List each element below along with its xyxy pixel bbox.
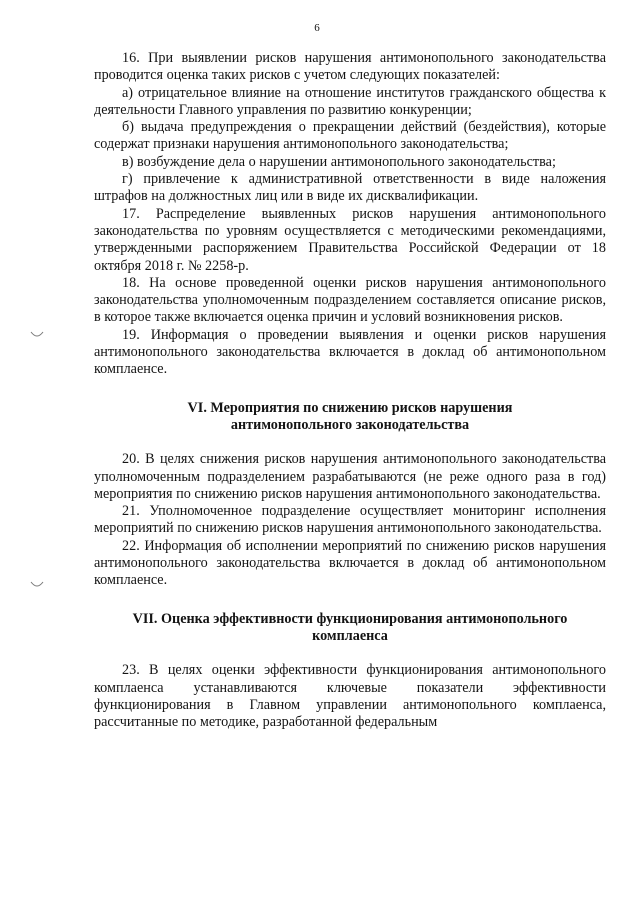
paragraph-19: 19. Информация о проведении выявления и оценки рисков нарушения антимонопольного законодательства включается в доклад об антимонопольном комплаенсе. — [94, 326, 606, 378]
section-heading-vii — [94, 611, 606, 646]
document-body — [94, 50, 606, 731]
heading-line: VI. Мероприятия по снижению рисков нарушения — [187, 399, 513, 416]
heading-line: VII. Оценка эффективности функционирования антимонопольного — [132, 610, 568, 627]
section-heading-vi — [94, 400, 606, 435]
paragraph-22: 22. Информация об исполнении мероприятий по снижению рисков нарушения антимонопольного законодательства включается в доклад об антимонопольном комплаенсе. — [94, 537, 606, 589]
paragraph-16a: а) отрицательное влияние на отношение институтов гражданского общества к деятельности Главного управления по развитию конкуренции; — [94, 84, 606, 118]
heading-line: антимонопольного законодательства — [230, 416, 470, 433]
paragraph-21: 21. Уполномоченное подразделение осуществляет мониторинг исполнения мероприятий по снижению рисков нарушения антимонопольного законодательства. — [94, 503, 606, 537]
paragraph-20: 20. В целях снижения рисков нарушения антимонопольного законодательства уполномоченным подразделением разрабатываются (не реже одного раза в год) мероприятия по снижению рисков нарушения антимонопольного законодательства. — [94, 451, 606, 502]
paragraph-23: 23. В целях оценки эффективности функционирования антимонопольного комплаенса устанавливаются ключевые показатели эффективности функционирования в Главном управлении антимонопольного комплаенса, рассчитанные по методике, разработанной федеральным — [94, 662, 606, 731]
paragraph-16c: в) возбуждение дела о нарушении антимонопольного законодательства; — [122, 153, 556, 170]
page-number: 6 — [314, 22, 320, 34]
paragraph-18: 18. На основе проведенной оценки рисков нарушения антимонопольного законодательства уполномоченным подразделением составляется описание рисков, в которое также включается оценка причин и условий возникновения рисков. — [94, 274, 606, 326]
heading-line: комплаенса — [312, 627, 388, 644]
paragraph-16d: г) привлечение к административной ответственности в виде наложения штрафов на должностных лиц или в виде их дисквалификации. — [94, 171, 606, 205]
paragraph-16b: б) выдача предупреждения о прекращении действий (бездействия), которые содержат признаки нарушения антимонопольного законодательства; — [94, 119, 606, 153]
paragraph-16: 16. При выявлении рисков нарушения антимонопольного законодательства проводится оценка таких рисков с учетом следующих показателей: — [94, 50, 606, 84]
binding-hole-mark — [30, 330, 44, 340]
binding-hole-mark — [30, 580, 44, 590]
paragraph-17: 17. Распределение выявленных рисков нарушения антимонопольного законодательства по уровням осуществляется с методическими рекомендациями, утвержденными распоряжением Правительства Российской Федерации от 18 октября 2018 г. № 2258-р. — [94, 205, 606, 274]
